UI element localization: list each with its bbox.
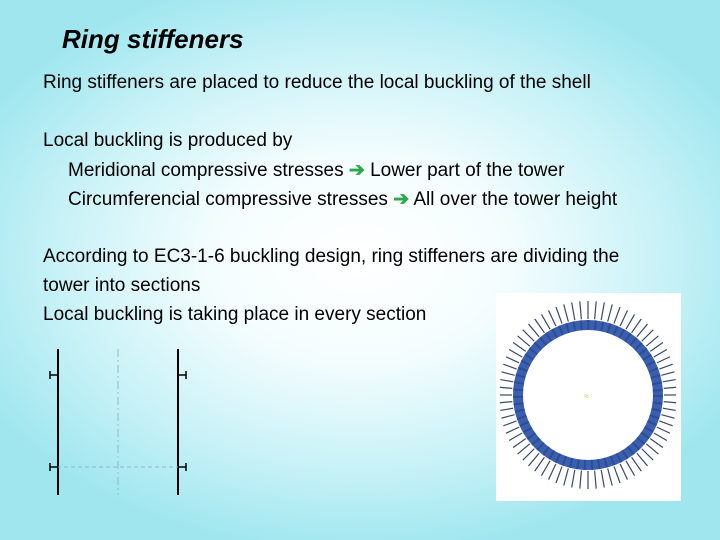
bullet-effect: All over the tower height — [413, 189, 618, 210]
slide-title: Ring stiffeners — [62, 24, 244, 54]
intro-text: Ring stiffeners are placed to reduce the local buckling of the shell — [43, 72, 591, 93]
ec3-text-line1: According to EC3-1-6 buckling design, ring stiffeners are dividing the — [43, 246, 620, 267]
local-buckling-heading: Local buckling is produced by — [43, 130, 293, 151]
tower-section-diagram — [40, 345, 200, 500]
bullet-circumferential — [68, 188, 617, 211]
bullet-meridional — [68, 159, 564, 182]
bullet-cause: Circumferencial compressive stresses — [68, 189, 388, 210]
bullet-cause: Meridional compressive stresses — [68, 160, 344, 181]
ec3-text-line2: tower into sections — [43, 275, 201, 296]
svg-text:≈: ≈ — [584, 391, 589, 401]
bullet-effect: Lower part of the tower — [370, 160, 565, 181]
arrow-right-icon: ➔ — [393, 189, 410, 210]
arrow-right-icon: ➔ — [348, 160, 365, 181]
local-section-text: Local buckling is taking place in every section — [43, 304, 427, 325]
ring-cross-section-image — [496, 293, 681, 501]
